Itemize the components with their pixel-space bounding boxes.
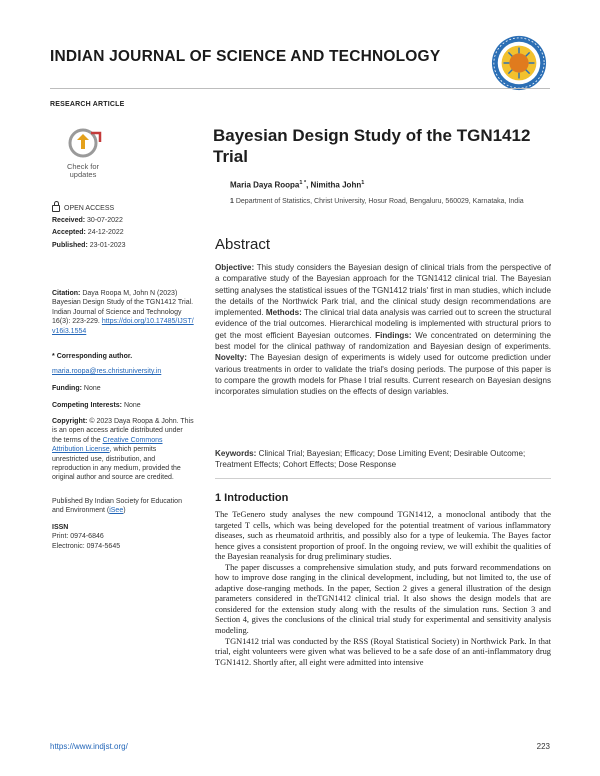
author-1-sup: 1 *	[299, 180, 307, 186]
accepted-label: Accepted:	[52, 229, 86, 237]
introduction-body	[215, 510, 551, 668]
issn-label: ISSN	[52, 524, 69, 531]
received-date: 30-07-2022	[87, 217, 123, 224]
methods-label: Methods:	[265, 308, 302, 318]
affiliation-text: Department of Statistics, Christ University, Hosur Road, Bengaluru, 560029, Karnataka, India	[235, 198, 524, 205]
novelty-label: Novelty:	[215, 353, 247, 363]
findings-text: We concentrated on determining the best model for the clinical pathway of randomization and Bayesian design of experiments.	[215, 330, 551, 352]
open-access-label: OPEN ACCESS	[64, 205, 115, 212]
journal-logo-icon	[490, 34, 548, 92]
published-label: Published:	[52, 241, 88, 249]
badge-line1: Check for	[66, 162, 100, 171]
published-date: 23-01-2023	[89, 241, 126, 249]
abstract-body	[215, 262, 551, 398]
objective-label: Objective:	[215, 263, 255, 272]
license-link[interactable]: Creative Commons Attribution License	[52, 436, 163, 454]
issn	[52, 523, 194, 551]
lock-icon	[52, 205, 60, 212]
keywords	[215, 448, 551, 471]
citation-label: Citation:	[52, 290, 81, 297]
citation-doi-link[interactable]: https://doi.org/10.17485/IJST/v16i3.1554	[52, 318, 194, 335]
intro-paragraph-1: The TeGenero study analyses the new compound TGN1412, a monoclonal antibody that the targeted T cells, which was being developed for the potential treatment of various inflammatory diseases, such as rheumatoid arthritis, and possibly also for a type of leukemia. The Bayes factor hence gives a consistent proportion of proof. In the ongoing review, we will exhibit the qualities of the Bayesian reanalysis for drug preliminary studies.	[215, 510, 551, 562]
citation-text: Daya Roopa M, John N (2023) Bayesian Design Study of the TGN1412 Trial. Indian Journal of Science and Technology 16(3): 223-229.	[52, 290, 194, 326]
corresponding-author: * Corresponding author. maria.roopa@res.christuniversity.in	[52, 352, 194, 377]
corresponding-label: Corresponding author.	[56, 353, 133, 360]
author-separator: ,	[306, 180, 311, 190]
footer-url-link[interactable]: https://www.indjst.org/	[50, 742, 128, 751]
copyright-label: Copyright:	[52, 418, 88, 425]
author-2: Nimitha John	[310, 180, 362, 190]
funding-value: None	[83, 385, 101, 392]
copyright-pre: © 2023 Daya Roopa & John. This is an open access article distributed under the terms of the	[52, 418, 194, 444]
keywords-label: Keywords:	[215, 449, 257, 458]
header-rule	[50, 88, 550, 89]
citation	[52, 289, 194, 336]
copyright	[52, 417, 194, 483]
publisher	[52, 497, 194, 516]
isee-link[interactable]: iSee	[109, 507, 124, 515]
author-2-sup: 1	[361, 180, 365, 186]
findings-label: Findings:	[375, 330, 412, 340]
funding-label: Funding:	[52, 385, 82, 392]
check-for-updates-badge[interactable]	[58, 128, 108, 180]
publisher-pre: Published By Indian Society for Education and Environment (	[52, 498, 182, 515]
methods-text: The clinical trial data analysis was carried out to screen the structural evidence of the trial outcomes. Hierarchical modeling is implemented with structural priors to get the most efficient Bayesian outcomes.	[215, 308, 552, 340]
competing-interests	[52, 401, 194, 410]
objective-text: This study considers the Bayesian design of clinical trials from the perspective of a comparative study of the Bayesian approach for the TGN1412 clinical trial. The Bayesian setting analyses the statistical issues of the TGN1412 trials' first in man studies, which include the details of the Northwick Park trial, and the clinical study design recommendations are implemented.	[215, 263, 551, 318]
accepted-date: 24-12-2022	[87, 229, 124, 237]
copyright-post: , which permits unrestricted use, distribution, and reproduction in any medium, provided the original author and source are credited.	[52, 446, 181, 482]
abstract-heading: Abstract	[215, 236, 271, 253]
intro-paragraph-3: TGN1412 trial was conducted by the RSS (Royal Statistical Society) in Northwick Park. In that trial, eight volunteers were given what was believed to be a safe dose of an anti-inflammatory drug TGN1412. Shortly after, all eight were admitted into intensive	[215, 636, 551, 667]
article-type: RESEARCH ARTICLE	[50, 101, 125, 108]
affiliation-number: 1	[230, 198, 234, 205]
author-1: Maria Daya Roopa	[230, 180, 300, 190]
dates	[52, 216, 194, 250]
check-updates-icon	[58, 128, 108, 158]
authors	[230, 180, 364, 190]
affiliation	[230, 197, 550, 207]
paper-title: Bayesian Design Study of the TGN1412 Trial	[213, 126, 531, 166]
keywords-text: Clinical Trial; Bayesian; Efficacy; Dose Limiting Event; Desirable Outcome; Treatment Effects; Cohort Effects; Dose Response	[215, 449, 526, 470]
intro-paragraph-2: The paper discusses a comprehensive simulation study, and puts forward recommendations on how to improve dose ranging in the clinical development, including, but not limited to, the use of adaptive dose-ranging methods. In the paper, Section 2 gives a general illustration of the design parameters considered in theTGN1412 clinical trial. It also shows the design models that are considered for the extension study along with the results of the simulation runs. Section 3 and Section 4, gives the conclusions of the clinical trial study for experimental and sensitivity analysis modeling.	[215, 562, 551, 636]
novelty-text: The Bayesian design of experiments is widely used for outcome prediction under various treatments in order to validate the trial's dosing periods. The purpose of this paper is to compare the growth models for Phase I trial results. Current research on Bayesian designs incorporates simulation studies on the effects of design variables.	[215, 353, 551, 397]
publisher-post: )	[123, 507, 126, 515]
corresponding-email-link[interactable]: maria.roopa@res.christuniversity.in	[52, 368, 162, 376]
badge-line2: updates	[69, 170, 97, 179]
issn-print: Print: 0974-6846	[52, 533, 104, 541]
issn-electronic: Electronic: 0974-5645	[52, 542, 121, 550]
journal-title: INDIAN JOURNAL OF SCIENCE AND TECHNOLOGY	[50, 48, 441, 65]
introduction-heading: 1 Introduction	[215, 492, 289, 504]
funding	[52, 384, 194, 393]
competing-label: Competing Interests:	[52, 402, 123, 409]
competing-value: None	[123, 402, 141, 409]
section-divider	[215, 478, 551, 479]
page-number: 223	[536, 742, 550, 751]
open-access	[52, 203, 194, 213]
received-label: Received:	[52, 217, 86, 224]
